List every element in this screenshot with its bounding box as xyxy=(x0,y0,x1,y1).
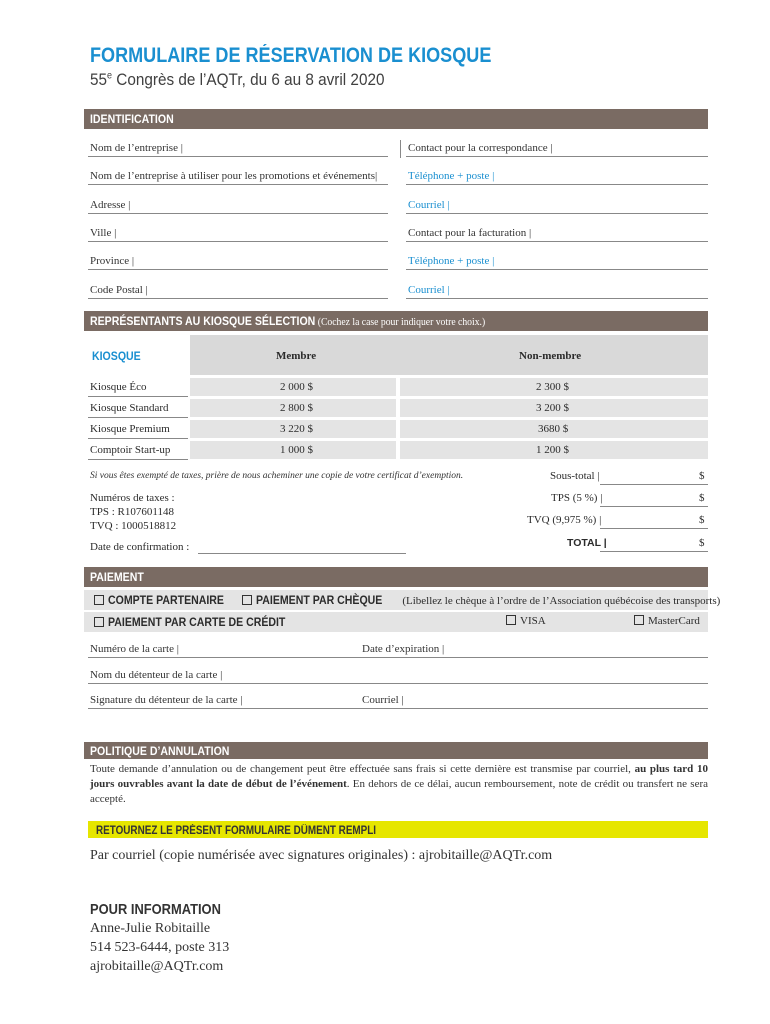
kiosk-row-membre-price[interactable]: 3 220 $ xyxy=(280,423,313,435)
company-name-field[interactable]: Nom de l’entreprise | xyxy=(90,142,183,154)
partner-account-label: COMPTE PARTENAIRE xyxy=(108,593,224,607)
postal-code-line xyxy=(88,298,388,299)
identification-heading: IDENTIFICATION xyxy=(90,112,174,126)
representants-header xyxy=(84,311,708,331)
confirmation-date-line[interactable] xyxy=(198,553,406,554)
form-title: FORMULAIRE DE RÉSERVATION DE KIOSQUE xyxy=(90,44,492,67)
billing-contact-line xyxy=(406,241,708,242)
cardholder-name-field[interactable]: Nom du détenteur de la carte | xyxy=(90,669,223,681)
return-form-heading: RETOURNEZ LE PRÉSENT FORMULAIRE DÛMENT REMPLI xyxy=(96,825,377,837)
mastercard-option[interactable] xyxy=(634,615,700,627)
expiry-date-field[interactable]: Date d’expiration | xyxy=(362,643,445,655)
return-email-instructions: Par courriel (copie numérisée avec signatures originales) : ajrobitaille@AQTr.com xyxy=(90,848,553,863)
cheque-option[interactable] xyxy=(242,593,720,608)
province-line xyxy=(88,269,388,270)
mastercard-label: MasterCard xyxy=(648,615,700,627)
city-line xyxy=(88,241,388,242)
kiosk-row-nonmembre-price[interactable]: 1 200 $ xyxy=(536,444,569,456)
payment-email-field[interactable]: Courriel | xyxy=(362,694,404,706)
province-field[interactable]: Province | xyxy=(90,255,135,267)
kiosk-row-membre-price[interactable]: 2 000 $ xyxy=(280,381,313,393)
kiosk-row-nonmembre-price[interactable]: 3680 $ xyxy=(538,423,569,435)
city-field[interactable]: Ville | xyxy=(90,227,117,239)
billing-phone-line xyxy=(406,269,708,270)
representants-heading-text: REPRÉSENTANTS AU KIOSQUE SÉLECTION xyxy=(90,314,316,328)
correspondence-email-line xyxy=(406,213,708,214)
billing-email-line xyxy=(406,298,708,299)
visa-checkbox[interactable] xyxy=(506,615,516,625)
identification-header xyxy=(84,109,708,129)
credit-card-option[interactable] xyxy=(94,615,310,630)
contact-email[interactable]: ajrobitaille@AQTr.com xyxy=(90,959,224,974)
annulation-heading: POLITIQUE D’ANNULATION xyxy=(90,744,230,758)
information-heading: POUR INFORMATION xyxy=(90,901,221,918)
cheque-checkbox[interactable] xyxy=(242,595,252,605)
congress-details: Congrès de l’AQTr, du 6 au 8 avril 2020 xyxy=(112,70,385,89)
kiosk-row-name[interactable]: Kiosque Standard xyxy=(90,402,169,414)
row-line xyxy=(88,459,188,460)
paiement-heading: PAIEMENT xyxy=(90,570,144,584)
contact-name: Anne-Julie Robitaille xyxy=(90,921,211,936)
kiosque-column-label: KIOSQUE xyxy=(92,349,141,363)
annulation-policy-text xyxy=(90,762,708,807)
annulation-header xyxy=(84,742,708,759)
paiement-header xyxy=(84,567,708,587)
kiosk-row-membre-price[interactable]: 1 000 $ xyxy=(280,444,313,456)
annulation-text-part: . En dehors de ce délai, aucun remboursement, note de crédit ou transfert ne sera accepté. xyxy=(90,778,708,805)
billing-contact-field[interactable]: Contact pour la facturation | xyxy=(408,227,532,239)
subtotal-line[interactable] xyxy=(600,484,708,485)
cheque-note: (Libellez le chèque à l’ordre de l’Association québécoise des transports) xyxy=(399,595,721,607)
company-promo-name-field[interactable]: Nom de l’entreprise à utiliser pour les promotions et événements| xyxy=(90,170,378,182)
subtotal-label: Sous-total | xyxy=(550,470,600,482)
annulation-text-part: Toute demande d’annulation ou de changement peut être effectuée sans frais si cette dernière est transmise par courriel, xyxy=(90,763,635,775)
congress-number: 55 xyxy=(90,70,108,89)
representants-note: (Cochez la case pour indiquer votre choix.) xyxy=(315,316,486,328)
congress-number-suffix: e xyxy=(107,70,113,82)
correspondence-phone-line xyxy=(406,184,708,185)
tvq-currency: $ xyxy=(699,514,705,526)
visa-label: VISA xyxy=(520,615,546,627)
company-name-line xyxy=(88,156,388,157)
tax-exempt-note: Si vous êtes exempté de taxes, prière de nous acheminer une copie de votre certificat d’exemption. xyxy=(90,471,464,481)
row-line xyxy=(88,396,188,397)
confirmation-date-label: Date de confirmation : xyxy=(90,541,190,553)
tps-currency: $ xyxy=(699,492,705,504)
tps-label: TPS (5 %) | xyxy=(551,492,603,504)
credit-card-label: PAIEMENT PAR CARTE DE CRÉDIT xyxy=(108,615,286,629)
return-form-banner xyxy=(88,821,708,838)
total-label: TOTAL | xyxy=(567,537,607,549)
identification-divider xyxy=(400,140,401,158)
kiosk-row-name[interactable]: Kiosque Premium xyxy=(90,423,170,435)
postal-code-field[interactable]: Code Postal | xyxy=(90,284,148,296)
card-number-line xyxy=(88,657,708,658)
tvq-number: TVQ : 1000518812 xyxy=(90,520,177,532)
kiosk-row-name[interactable]: Kiosque Éco xyxy=(90,381,147,393)
mastercard-checkbox[interactable] xyxy=(634,615,644,625)
billing-email-field[interactable]: Courriel | xyxy=(408,284,450,296)
kiosk-table-header xyxy=(190,335,708,375)
tvq-line[interactable] xyxy=(600,528,708,529)
form-subtitle xyxy=(90,70,384,90)
membre-column-label: Membre xyxy=(276,350,317,362)
total-currency: $ xyxy=(699,537,705,549)
tax-numbers-title: Numéros de taxes : xyxy=(90,492,175,504)
kiosk-row-nonmembre-price[interactable]: 3 200 $ xyxy=(536,402,569,414)
visa-option[interactable] xyxy=(506,615,546,627)
representants-heading xyxy=(90,314,485,328)
correspondence-email-field[interactable]: Courriel | xyxy=(408,199,450,211)
contact-phone: 514 523-6444, poste 313 xyxy=(90,940,230,955)
address-line xyxy=(88,213,388,214)
address-field[interactable]: Adresse | xyxy=(90,199,131,211)
signature-line xyxy=(88,708,708,709)
partner-account-option[interactable] xyxy=(94,593,240,608)
correspondence-contact-line xyxy=(406,156,708,157)
subtotal-currency: $ xyxy=(699,470,705,482)
kiosk-row-membre-price[interactable]: 2 800 $ xyxy=(280,402,313,414)
nonmembre-column-label: Non-membre xyxy=(519,350,582,362)
kiosk-row-name[interactable]: Comptoir Start-up xyxy=(90,444,171,456)
billing-phone-field[interactable]: Téléphone + poste | xyxy=(408,255,495,267)
cheque-label: PAIEMENT PAR CHÈQUE xyxy=(256,593,383,607)
kiosk-row-nonmembre-price[interactable]: 2 300 $ xyxy=(536,381,569,393)
row-line xyxy=(88,417,188,418)
partner-account-checkbox[interactable] xyxy=(94,595,104,605)
correspondence-phone-field[interactable]: Téléphone + poste | xyxy=(408,170,495,182)
card-number-field[interactable]: Numéro de la carte | xyxy=(90,643,179,655)
tvq-label: TVQ (9,975 %) | xyxy=(527,514,602,526)
correspondence-contact-field[interactable]: Contact pour la correspondance | xyxy=(408,142,553,154)
cardholder-name-line xyxy=(88,683,708,684)
total-line[interactable] xyxy=(600,551,708,552)
cardholder-signature-field[interactable]: Signature du détenteur de la carte | xyxy=(90,694,243,706)
credit-card-checkbox[interactable] xyxy=(94,617,104,627)
tps-line[interactable] xyxy=(600,506,708,507)
tps-number: TPS : R107601148 xyxy=(90,506,174,518)
row-line xyxy=(88,438,188,439)
annulation-deadline: au plus tard 10 jours ouvrables avant la date de début de l’événement xyxy=(90,763,708,790)
company-promo-name-line xyxy=(88,184,388,185)
